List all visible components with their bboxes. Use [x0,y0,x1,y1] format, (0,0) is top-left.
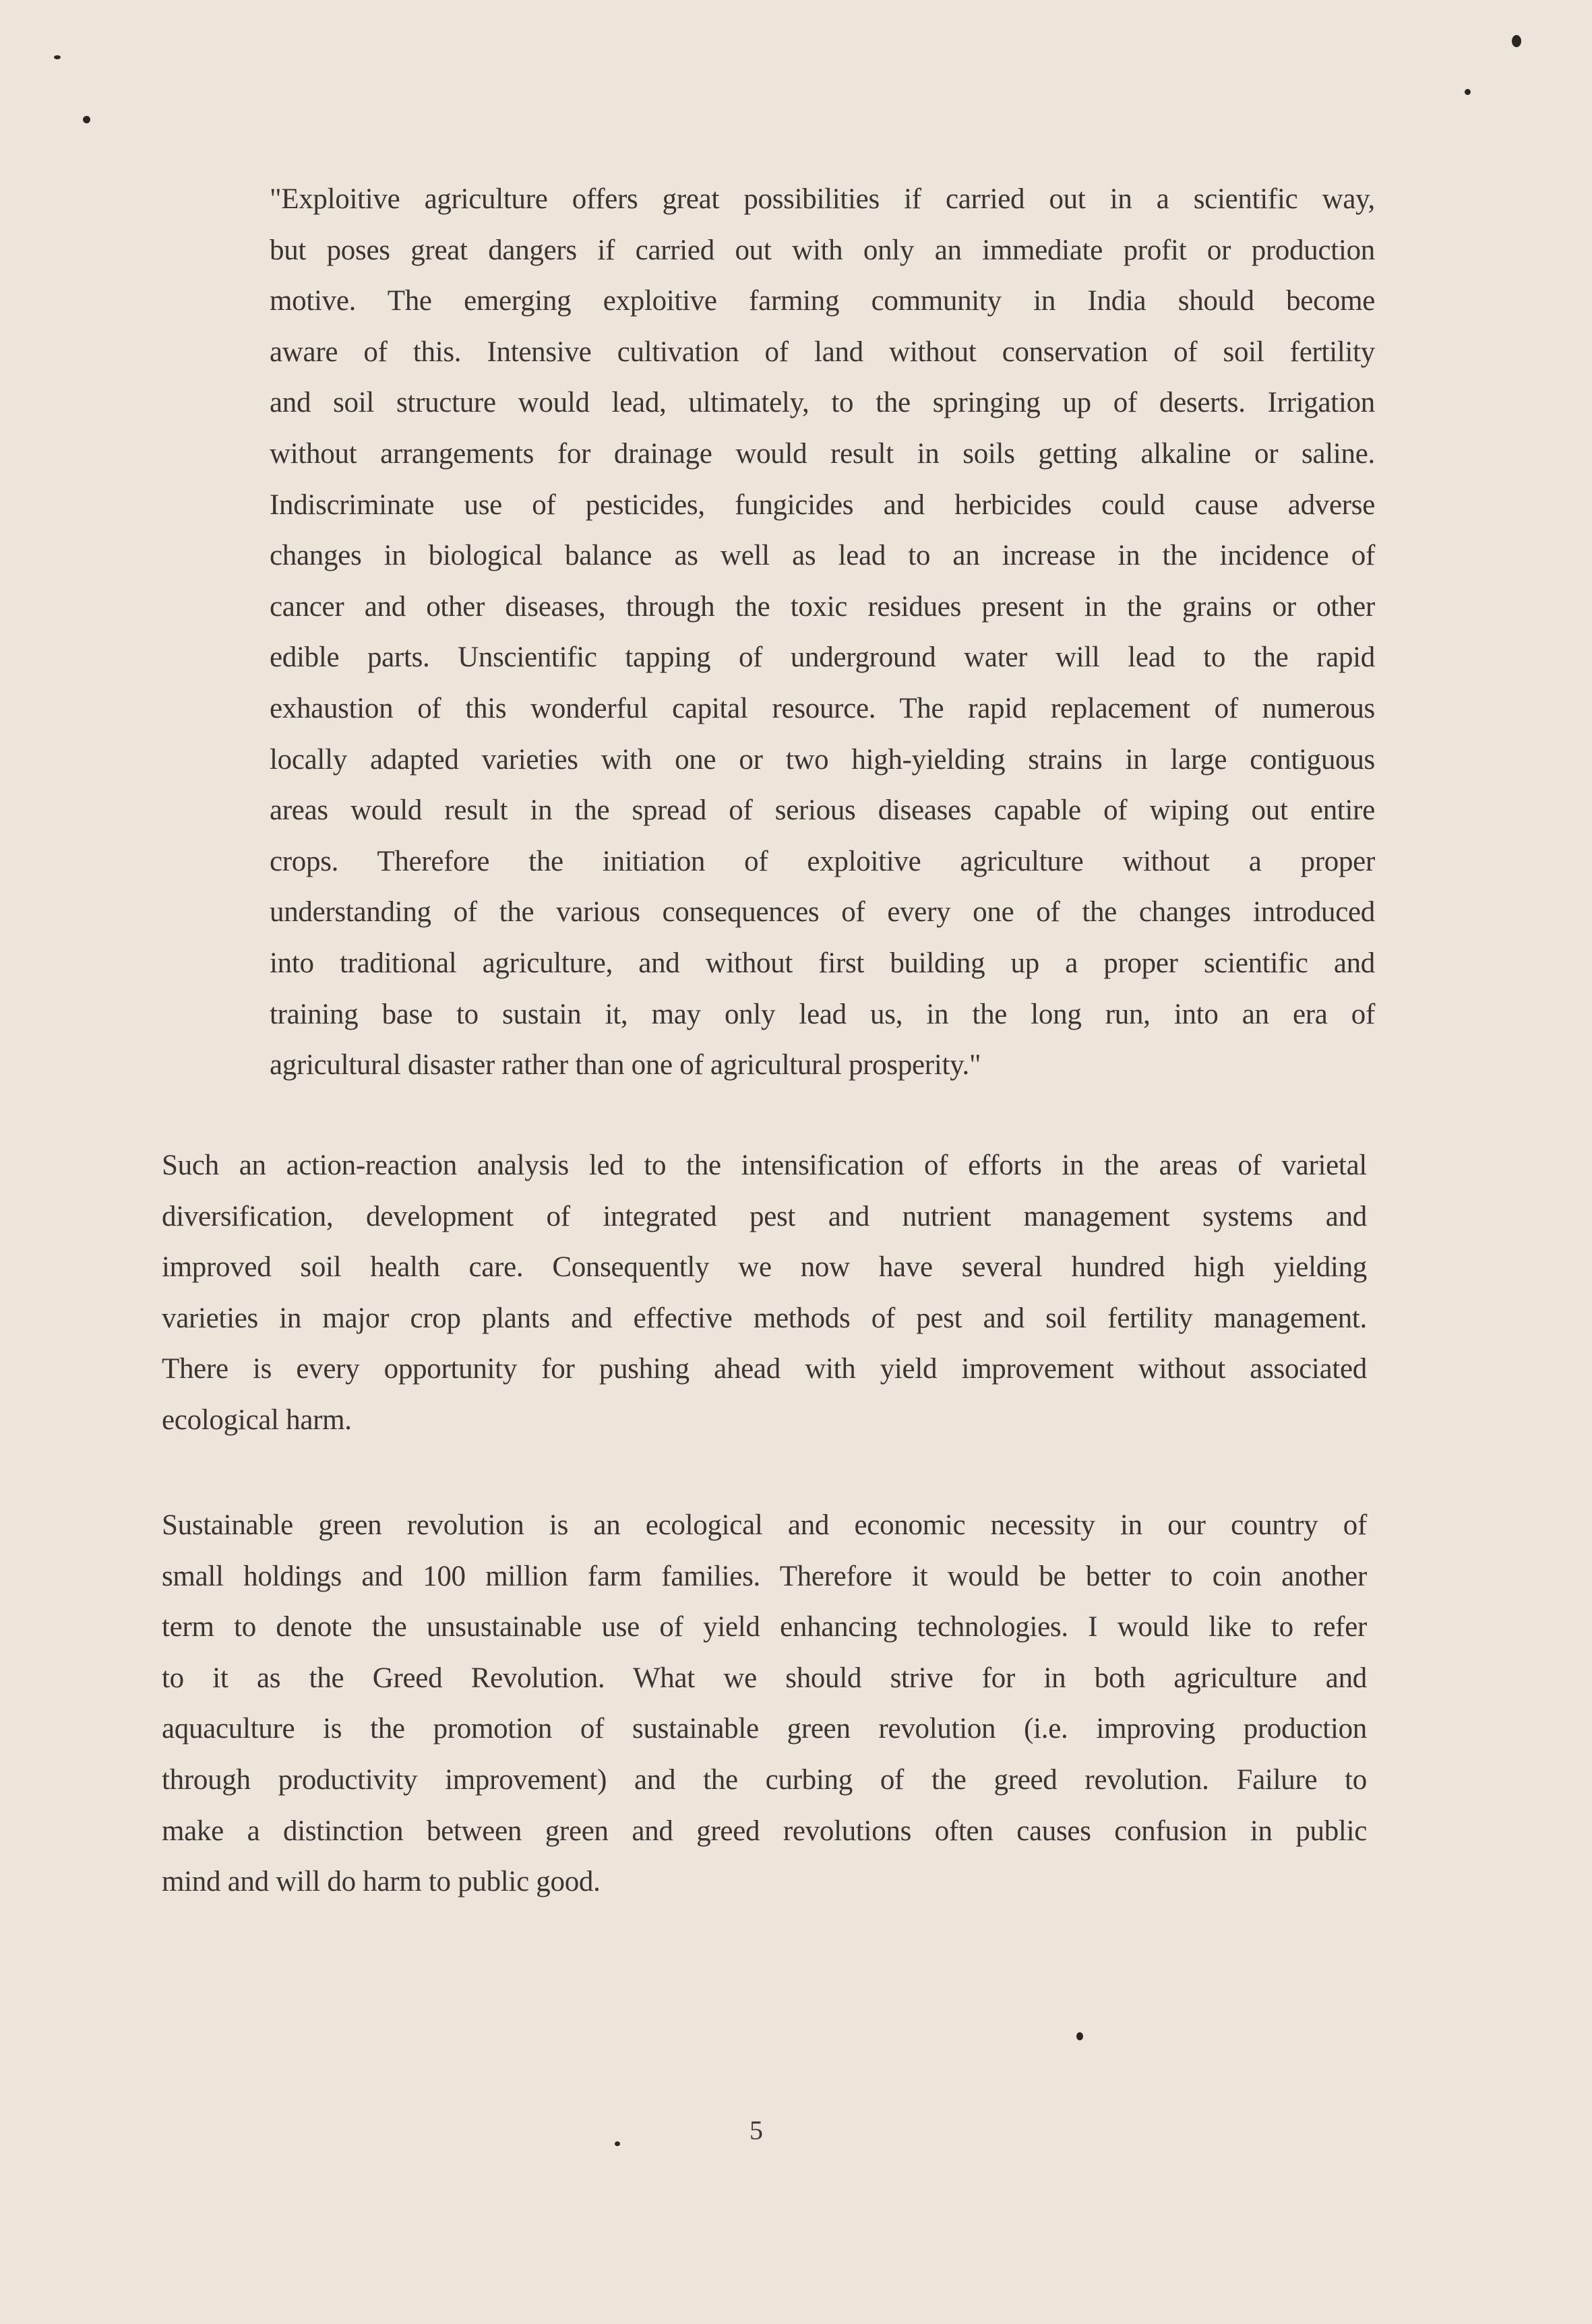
quote-line: locally adapted varieties with one or two high-yielding strains in large contiguous [270,743,1375,776]
quote-line: and soil structure would lead, ultimately, to the springing up of deserts. Irrigation [270,387,1375,419]
quote-line: understanding of the various consequences of every one of the changes introduced [270,896,1375,929]
paragraph-line: mind and will do harm to public good. [162,1866,601,1898]
quote-line: motive. The emerging exploitive farming community in India should become [270,285,1375,317]
quote-line: changes in biological balance as well as lead to an increase in the incidence of [270,540,1375,572]
paragraph-line: ecological harm. [162,1404,352,1436]
scan-speck [615,2141,620,2146]
paragraph-line: to it as the Greed Revolution. What we should strive for in both agriculture and [162,1662,1367,1694]
quotation-block [270,174,1375,1091]
paragraph-line: varieties in major crop plants and effective methods of pest and soil fertility management. [162,1302,1367,1334]
quote-line: Indiscriminate use of pesticides, fungicides and herbicides could cause adverse [270,489,1375,521]
paragraph-action-reaction [162,1140,1367,1446]
quote-line: but poses great dangers if carried out with only an immediate profit or production [270,234,1375,266]
quote-line: agricultural disaster rather than one of agricultural prosperity." [270,1049,981,1081]
scan-speck [1076,2032,1083,2040]
paragraph-line: small holdings and 100 million farm families. Therefore it would be better to coin another [162,1560,1367,1592]
paragraph-line: make a distinction between green and greed revolutions often causes confusion in public [162,1815,1367,1847]
quote-line: exhaustion of this wonderful capital resource. The rapid replacement of numerous [270,692,1375,724]
paragraph-line: There is every opportunity for pushing ahead with yield improvement without associated [162,1353,1367,1385]
scan-speck [54,55,61,59]
scan-speck [83,116,90,123]
quote-line: cancer and other diseases, through the toxic residues present in the grains or other [270,590,1375,623]
paragraph-line: Such an action-reaction analysis led to the intensification of efforts in the areas of varietal [162,1150,1367,1181]
scan-speck [1465,89,1471,95]
quote-line: "Exploitive agriculture offers great possibilities if carried out in a scientific way, [270,183,1375,215]
quote-line: into traditional agriculture, and without first building up a proper scientific and [270,947,1375,979]
paragraph-line: Sustainable green revolution is an ecological and economic necessity in our country of [162,1509,1367,1541]
paragraph-line: term to denote the unsustainable use of yield enhancing technologies. I would like to refer [162,1611,1367,1643]
page-number: 5 [749,2115,763,2145]
quote-line: aware of this. Intensive cultivation of land without conservation of soil fertility [270,336,1375,368]
quote-line: crops. Therefore the initiation of exploitive agriculture without a proper [270,845,1375,877]
paragraph-sustainable-green-revolution [162,1500,1367,1908]
quote-line: training base to sustain it, may only lead us, in the long run, into an era of [270,998,1375,1030]
paragraph-line: improved soil health care. Consequently we now have several hundred high yielding [162,1251,1367,1284]
paragraph-line: diversification, development of integrated pest and nutrient management systems and [162,1200,1367,1232]
quote-line: areas would result in the spread of serious diseases capable of wiping out entire [270,794,1375,827]
scan-speck [1512,35,1521,47]
paragraph-line: aquaculture is the promotion of sustainable green revolution (i.e. improving production [162,1713,1367,1745]
quote-line: without arrangements for drainage would result in soils getting alkaline or saline. [270,437,1375,470]
paragraph-line: through productivity improvement) and the curbing of the greed revolution. Failure to [162,1763,1367,1796]
quote-line: edible parts. Unscientific tapping of underground water will lead to the rapid [270,641,1375,674]
